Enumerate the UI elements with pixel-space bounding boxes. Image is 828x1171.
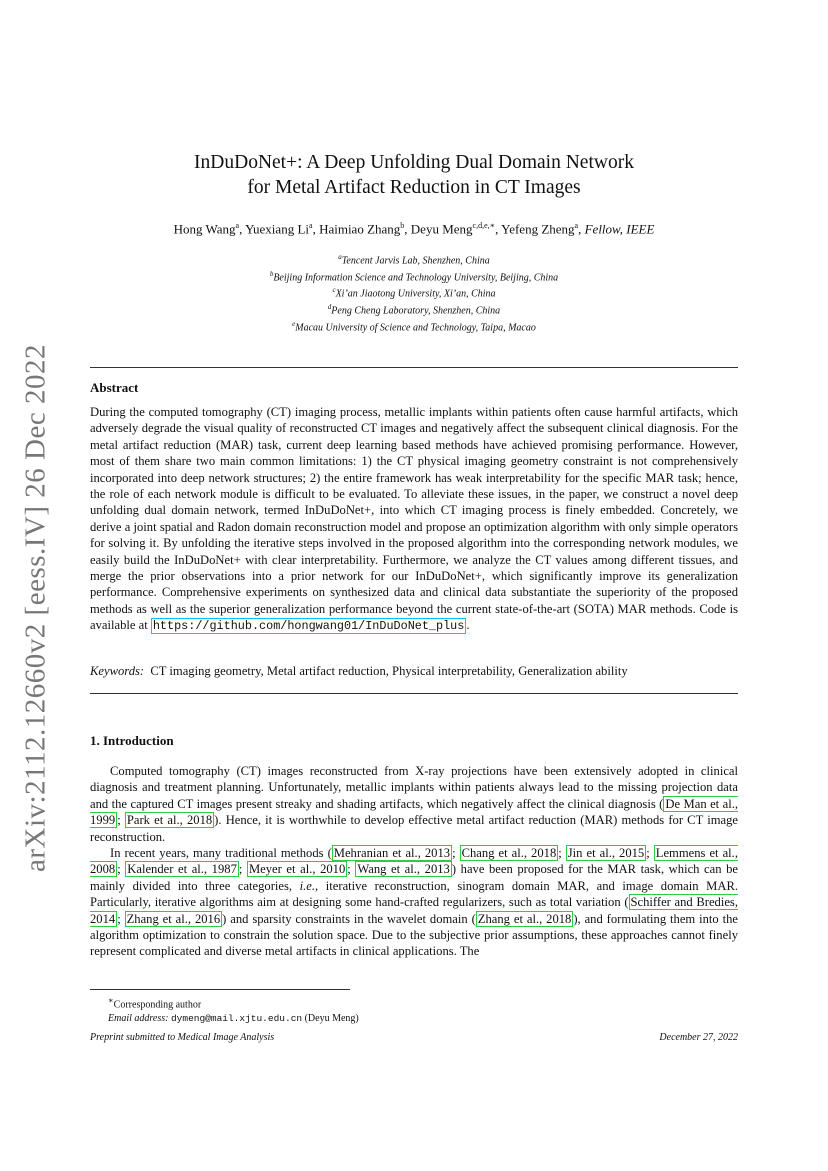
- author-name: Hong Wang: [173, 221, 236, 237]
- code-url-link[interactable]: https://github.com/hongwang01/InDuDoNet_plus: [152, 619, 465, 634]
- author-name: Yefeng Zheng: [501, 221, 575, 237]
- paper-title: [0, 150, 828, 200]
- affiliation: [0, 284, 828, 301]
- footnote-email-line: [90, 1012, 738, 1026]
- intro-paragraph-1: Computed tomography (CT) images reconstructed from X-ray projections have been extensively adopted in clinical diagnosis and treatment planning. Unfortunately, metallic implants within patients always lead to the missing projection data and the captured CT images present streaky and shading artifacts, which negatively affect the clinical diagnosis ( De Man et al., 1999 ; Park et al., 2018 ). Hence, it is worthwhile to develop effective metal artifact reduction (MAR) methods for CT image reconstruction.: [90, 764, 739, 844]
- introduction-body: [90, 763, 738, 960]
- affiliation-sup: d: [327, 302, 332, 311]
- keywords-text: CT imaging geometry, Metal artifact reduction, Physical interpretability, Generalization ability: [150, 664, 628, 678]
- arxiv-id: arXiv:2112.12660v2 [eess.IV] 26 Dec 2022: [19, 344, 52, 872]
- abstract-top-rule: [90, 367, 738, 368]
- author-sup: a: [574, 221, 579, 230]
- affiliation-text: Tencent Jarvis Lab, Shenzhen, China: [341, 255, 490, 267]
- footnote: [90, 994, 738, 1026]
- email-address: dymeng@mail.xjtu.edu.cn: [170, 1013, 303, 1025]
- footer-journal: Preprint submitted to Medical Image Analysis: [90, 1032, 275, 1043]
- intro-text: iterative reconstruction, sinogram domain MAR, and image domain MAR. Particularly, iterative algorithms aim at designing some hand-crafted regularizers, such as total variation (: [90, 878, 738, 910]
- affiliation-sup: b: [269, 269, 274, 278]
- citation-link[interactable]: Kalender et al., 1987: [127, 862, 237, 877]
- citation-link[interactable]: Chang et al., 2018: [461, 846, 557, 861]
- citation-link[interactable]: Mehranian et al., 2013: [333, 846, 451, 861]
- footnote-rule: [90, 989, 350, 990]
- affiliation-text: Beijing Information Science and Technology University, Beijing, China: [273, 271, 559, 283]
- intro-text: ), and formulating them into the algorithm optimization to constrain the solution space. Due to the subjective prior assumptions, these approaches cannot finely represent complicated and diverse metal artifacts in clinical applications. The: [90, 911, 738, 959]
- intro-text: ) have been proposed for the MAR task, which can be mainly divided into three categories,: [90, 862, 738, 893]
- author-name: Yuexiang Li: [245, 221, 309, 237]
- intro-text-ie: i.e.,: [299, 878, 319, 893]
- keywords: [90, 664, 738, 679]
- affiliation: [0, 318, 828, 335]
- author-name: Haimiao Zhang: [319, 221, 401, 237]
- affiliation-sup: c: [332, 286, 336, 295]
- abstract-text: During the computed tomography (CT) imaging process, metallic implants within patients often cause harmful artifacts, which adversely degrade the visual quality of reconstructed CT images and negatively affect the subsequent clinical diagnosis. For the metal artifact reduction (MAR) task, current deep learning based methods have achieved promising performance. However, most of them share two main common limitations: 1) the CT physical imaging geometry constraint is not comprehensively incorporated into deep network structures; 2) the entire framework has weak interpretability for the specific MAR task; hence, the role of each network module is difficult to be evaluated. To alleviate these issues, in the paper, we construct a novel deep unfolding dual domain network, termed InDuDoNet+, into which CT imaging process is finely embedded. Concretely, we derive a joint spatial and Radon domain reconstruction model and propose an optimization algorithm with only simple operators for solving it. By unfolding the iterative steps involved in the proposed algorithm into the corresponding network modules, we easily build the InDuDoNet+ with clear interpretability. Furthermore, we analyze the CT values among different tissues, and merge the prior observations into a prior network for our InDuDoNet+, which significantly improve its generalization performance. Comprehensive experiments on synthesized data and clinical data substantiate the superiority of the proposed methods as well as the superior generalization performance beyond the current state-of-the-art (SOTA) MAR methods. Code is available at: [90, 405, 738, 633]
- abstract-body: During the computed tomography (CT) imaging process, metallic implants within patients often cause harmful artifacts, which adversely degrade the visual quality of reconstructed CT images and negatively affect the subsequent clinical diagnosis. For the metal artifact reduction (MAR) task, current deep learning based methods have achieved promising performance. However, most of them share two main common limitations: 1) the CT physical imaging geometry constraint is not comprehensively incorporated into deep network structures; 2) the entire framework has weak interpretability for the specific MAR task; hence, the role of each network module is difficult to be evaluated. To alleviate these issues, in the paper, we construct a novel deep unfolding dual domain network, termed InDuDoNet+, into which CT imaging process is finely embedded. Concretely, we derive a joint spatial and Radon domain reconstruction model and propose an optimization algorithm with only simple operators for solving it. By unfolding the iterative steps involved in the proposed algorithm into the corresponding network modules, we easily build the InDuDoNet+ with clear interpretability. Furthermore, we analyze the CT values among different tissues, and merge the prior observations into a prior network for our InDuDoNet+, which significantly improve its generalization performance. Comprehensive experiments on synthesized data and clinical data substantiate the superiority of the proposed methods as well as the superior generalization performance beyond the current state-of-the-art (SOTA) MAR methods. Code is available at https://github.com/hongwang01/InDuDoNet_plus .: [90, 405, 738, 634]
- author-name: Deyu Meng: [410, 221, 473, 237]
- affiliation: [0, 268, 828, 285]
- affiliation-text: Xi’an Jiaotong University, Xi’an, China: [335, 288, 496, 300]
- affiliations: [0, 251, 828, 334]
- author-list: Hong Wang$^a$, Yuexiang Li$^a$, Haimiao Zhang$^b$, Deyu Meng$^{c,d,e,∗}$, Yefeng Zheng$^a$, Fellow, IEEE: [173, 221, 655, 237]
- affiliation: [0, 301, 828, 318]
- citation-link[interactable]: Lemmens et al., 2008: [90, 846, 738, 877]
- author-suffix: Fellow, IEEE: [584, 221, 655, 237]
- affiliation-sup: e: [292, 319, 296, 328]
- intro-text: ) and sparsity constraints in the wavelet domain (: [222, 911, 476, 926]
- title-line-1: InDuDoNet+: A Deep Unfolding Dual Domain Network: [194, 152, 634, 173]
- citation-link[interactable]: Zhang et al., 2018: [477, 911, 572, 926]
- citation-link[interactable]: Zhang et al., 2016: [126, 911, 221, 926]
- author-sup: a: [235, 221, 240, 230]
- section-heading: 1. Introduction: [90, 733, 174, 748]
- title-line-2: for Metal Artifact Reduction in CT Images: [247, 177, 581, 198]
- affiliation: [0, 251, 828, 268]
- citation-link[interactable]: Wang et al., 2013: [357, 862, 450, 877]
- citation-link[interactable]: Meyer et al., 2010: [248, 862, 346, 877]
- email-label: Email address:: [108, 1013, 169, 1025]
- abstract-bottom-rule: [90, 693, 738, 694]
- citation-link[interactable]: De Man et al., 1999: [90, 796, 738, 828]
- citation-link[interactable]: Schiffer and Bredies, 2014: [90, 895, 738, 926]
- citation-link[interactable]: Jin et al., 2015: [567, 846, 645, 861]
- intro-text: Computed tomography (CT) images reconstructed from X-ray projections have been extensively adopted in clinical diagnosis and treatment planning. Unfortunately, metallic implants within patients always lead to the missing projection data and the captured CT images present streaky and shading artifacts, which negatively affect the clinical diagnosis (: [90, 764, 738, 811]
- footnote-corresponding: [90, 994, 738, 1012]
- intro-text: ). Hence, it is worthwhile to develop effective metal artifact reduction (MAR) methods for CT image reconstruction.: [90, 813, 739, 844]
- email-owner: (Deyu Meng): [304, 1013, 359, 1025]
- footnote-mark: ∗: [108, 996, 114, 1005]
- author-sup: b: [400, 221, 405, 230]
- affiliation-text: Macau University of Science and Technology, Taipa, Macao: [295, 321, 536, 333]
- intro-text: In recent years, many traditional methods (: [110, 846, 332, 861]
- affiliation-text: Peng Cheng Laboratory, Shenzhen, China: [331, 305, 501, 317]
- intro-paragraph-2: In recent years, many traditional methods ( Mehranian et al., 2013 ; Chang et al., 2018 ; Jin et al., 2015 ; Lemmens et al., 2008 ; Kalender et al., 1987 ; Meyer et al., 2010 ; Wang et al., 2013 ) have been proposed for the MAR task, which can be mainly divided into three categories, i.e., iterative reconstruction, sinogram domain MAR, and image domain MAR. Particularly, iterative algorithms aim at designing some hand-crafted regularizers, such as total variation ( Schiffer and Bredies, 2014 ; Zhang et al., 2016 ) and sparsity constraints in the wavelet domain ( Zhang et al., 2018 ), and formulating them into the algorithm optimization to constrain the solution space. Due to the subjective prior assumptions, these approaches cannot finely represent complicated and diverse metal artifacts in clinical applications. The: [90, 846, 738, 959]
- citation-link[interactable]: Park et al., 2018: [126, 813, 213, 828]
- keywords-label: Keywords:: [90, 664, 145, 678]
- footer-date: December 27, 2022: [659, 1032, 738, 1043]
- abstract-heading: Abstract: [90, 380, 139, 395]
- author-sup: a: [309, 221, 313, 230]
- author-sup: c,d,e,∗: [472, 221, 496, 230]
- affiliation-sup: a: [338, 253, 342, 261]
- footnote-corr-text: Corresponding author: [113, 999, 202, 1011]
